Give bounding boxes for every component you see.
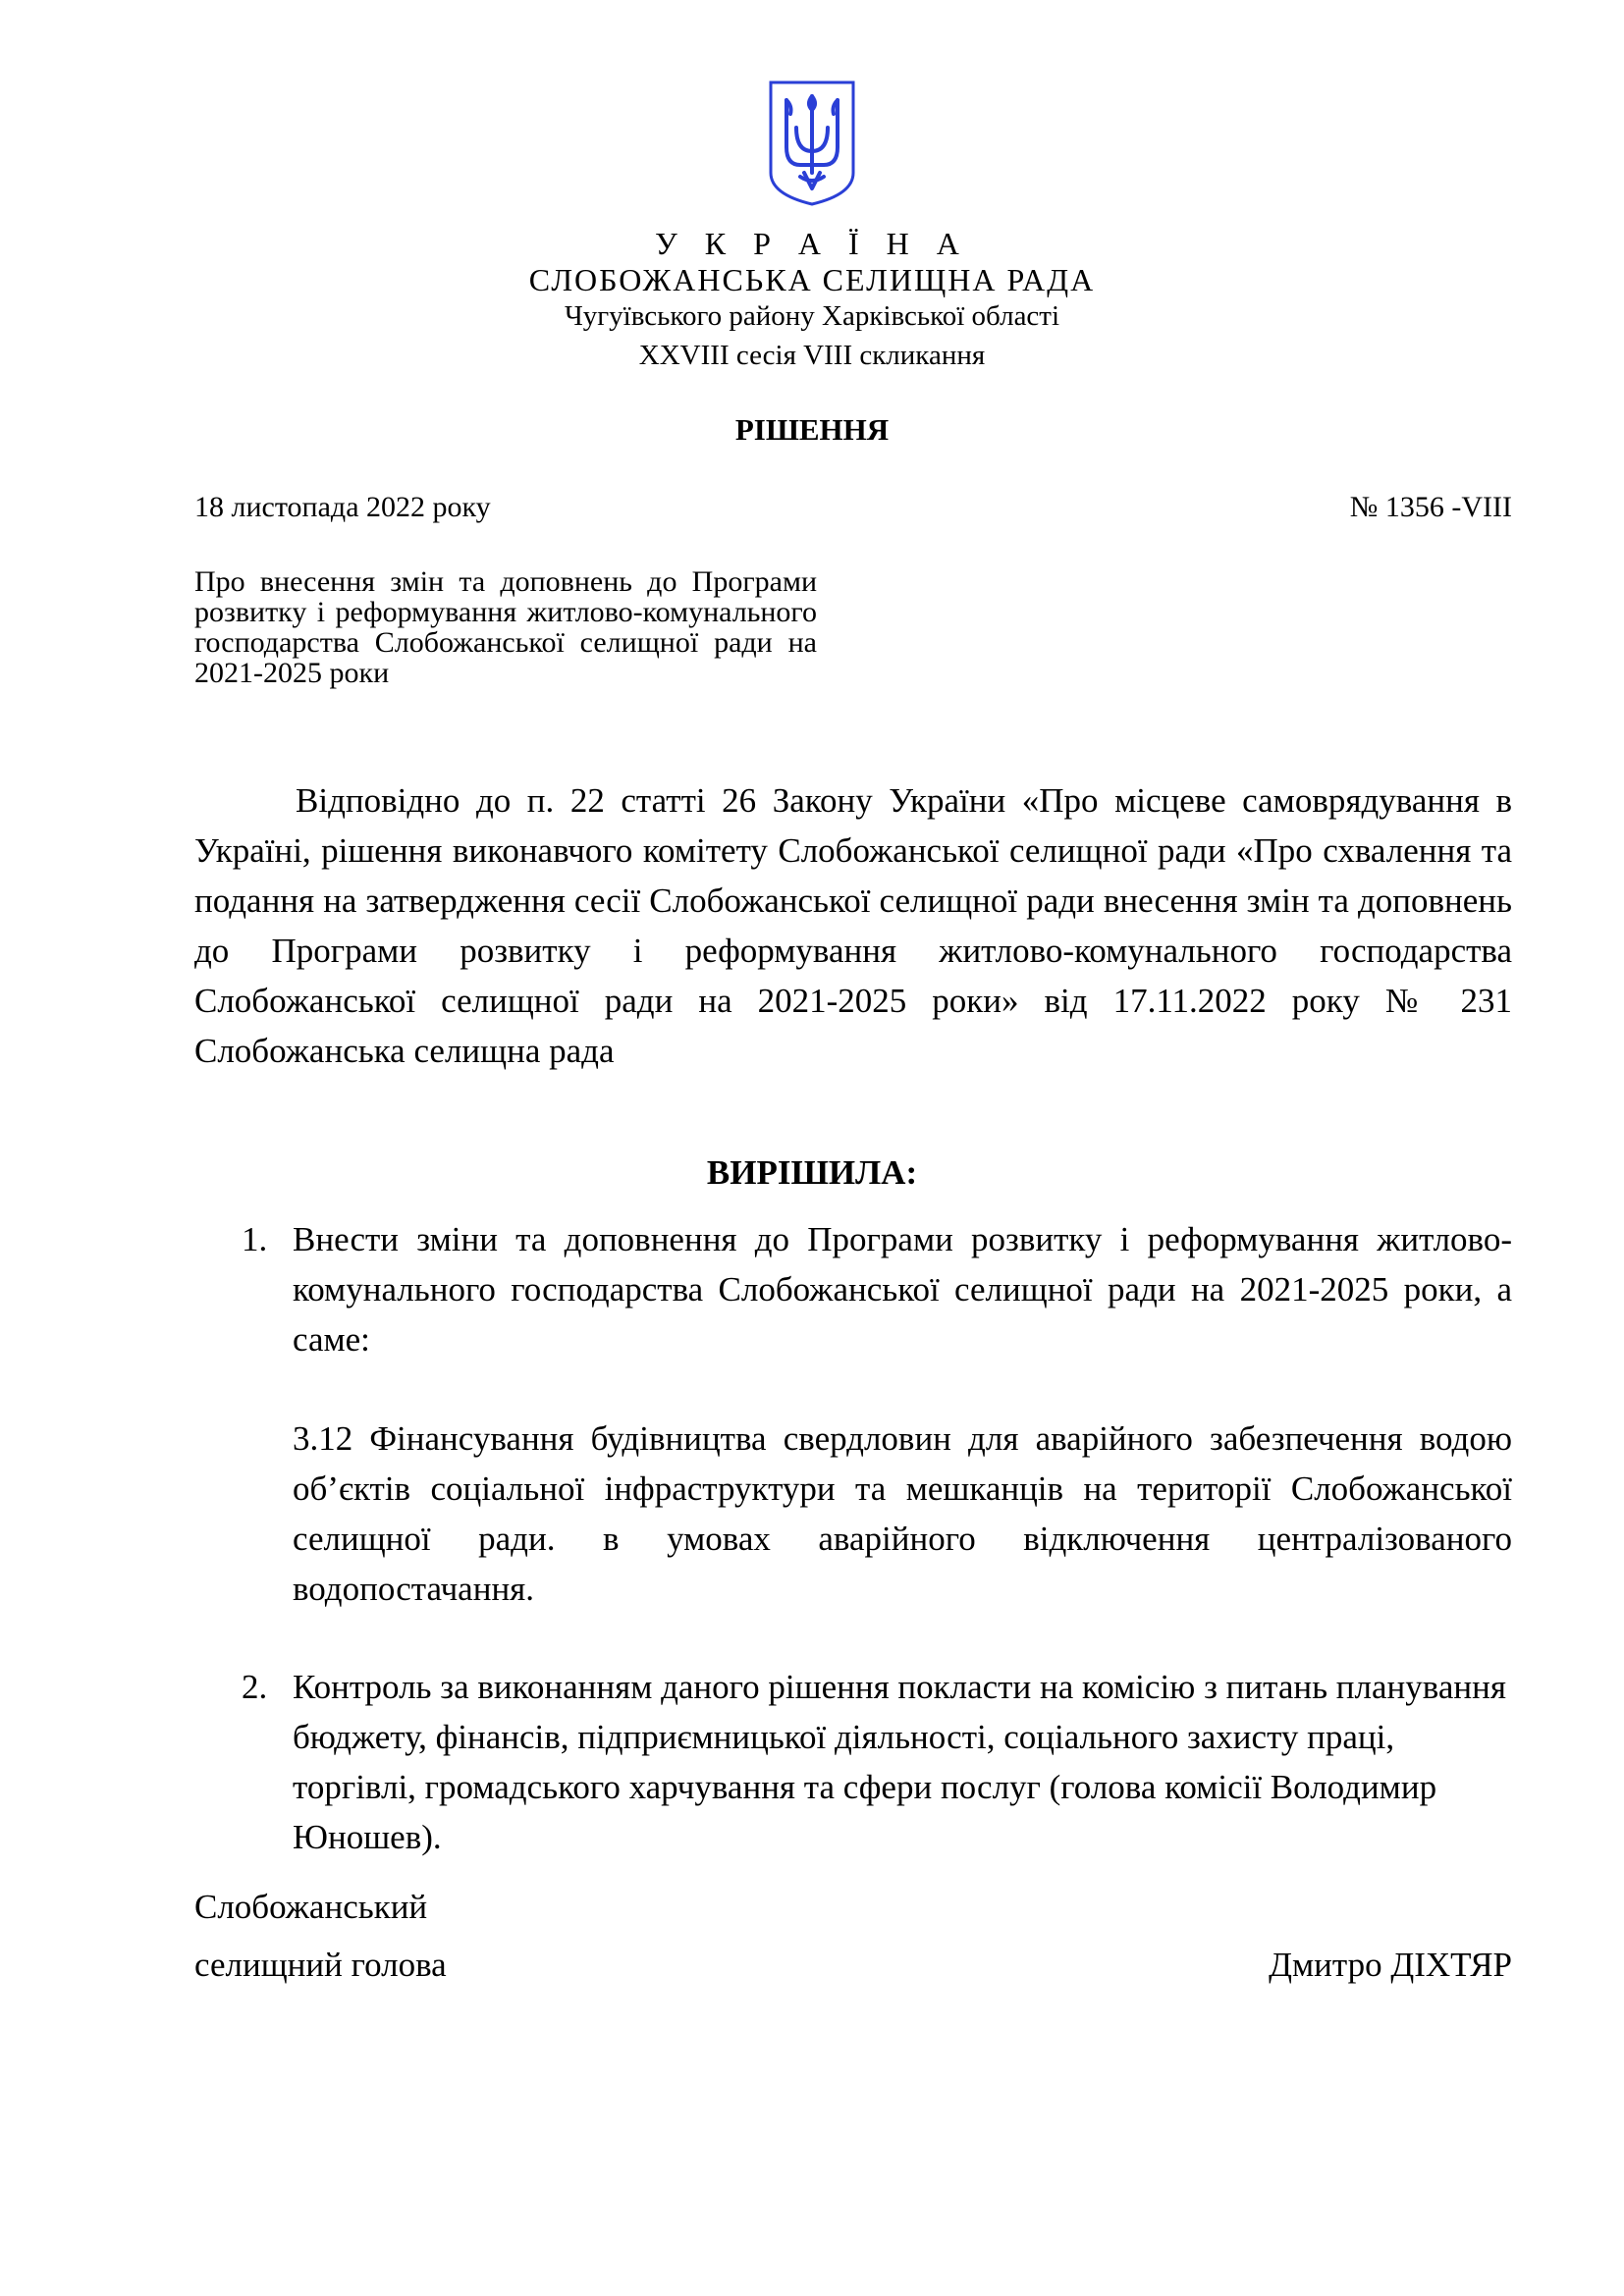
- list-item-number: 1.: [242, 1220, 268, 1258]
- country-heading: У К Р А Ї Н А: [655, 226, 969, 261]
- signatory-title-line1: Слобожанський: [194, 1888, 428, 1926]
- list-item-text: Контроль за виконанням даного рішення покласти на комісію з питань планування бюджету, фінансів, підприємницької діяльності, соціального захисту праці, торгівлі, громадського харчування та сфери послуг (голова комісії Володимир Юношев).: [293, 1668, 1506, 1856]
- resolved-heading: ВИРІШИЛА:: [706, 1153, 918, 1192]
- list-item-text: Внести зміни та доповнення до Програми розвитку і реформування житлово-комунального господарства Слобожанської селищної ради на 2021-2025 роки, а саме:: [293, 1220, 1512, 1359]
- list-item-number: 2.: [242, 1668, 268, 1706]
- decision-subject: Про внесення змін та доповнень до Програми розвитку і реформування житлово-комунального господарства Слобожанської селищної ради на 2021-2025 роки: [194, 565, 817, 689]
- district-heading: Чугуївського району Харківської області: [564, 300, 1060, 332]
- decision-number: № 1356 -VIII: [1349, 491, 1512, 523]
- council-heading: СЛОБОЖАНСЬКА СЕЛИЩНА РАДА: [528, 262, 1096, 297]
- document-type-heading: РІШЕННЯ: [734, 412, 890, 447]
- program-subitem-paragraph: 3.12 Фінансування будівництва свердловин для аварійного забезпечення водою об’єктів соціальної інфраструктури та мешканців на території Слобожанської селищної ради. в умовах аварійного відключення централізованого водопостачання.: [293, 1419, 1512, 1608]
- decision-date: 18 листопада 2022 року: [194, 491, 491, 523]
- preamble-paragraph: Відповідно до п. 22 статті 26 Закону України «Про місцеве самоврядування в Україні, рішення виконавчого комітету Слобожанської селищної ради «Про схвалення та подання на затвердження сесії Слобожанської селищної ради внесення змін та доповнень до Програми розвитку і реформування житлово-комунального господарства Слобожанської селищної ради на 2021-2025 роки» від 17.11.2022 року № 231 Слобожанська селищна рада: [194, 781, 1512, 1070]
- signatory-name: Дмитро ДІХТЯР: [1269, 1946, 1512, 1984]
- session-heading: XXVIII сесія VIII скликання: [638, 340, 986, 371]
- signatory-title-line2: селищний голова: [194, 1946, 447, 1984]
- trident-coat-of-arms-icon: [767, 79, 857, 208]
